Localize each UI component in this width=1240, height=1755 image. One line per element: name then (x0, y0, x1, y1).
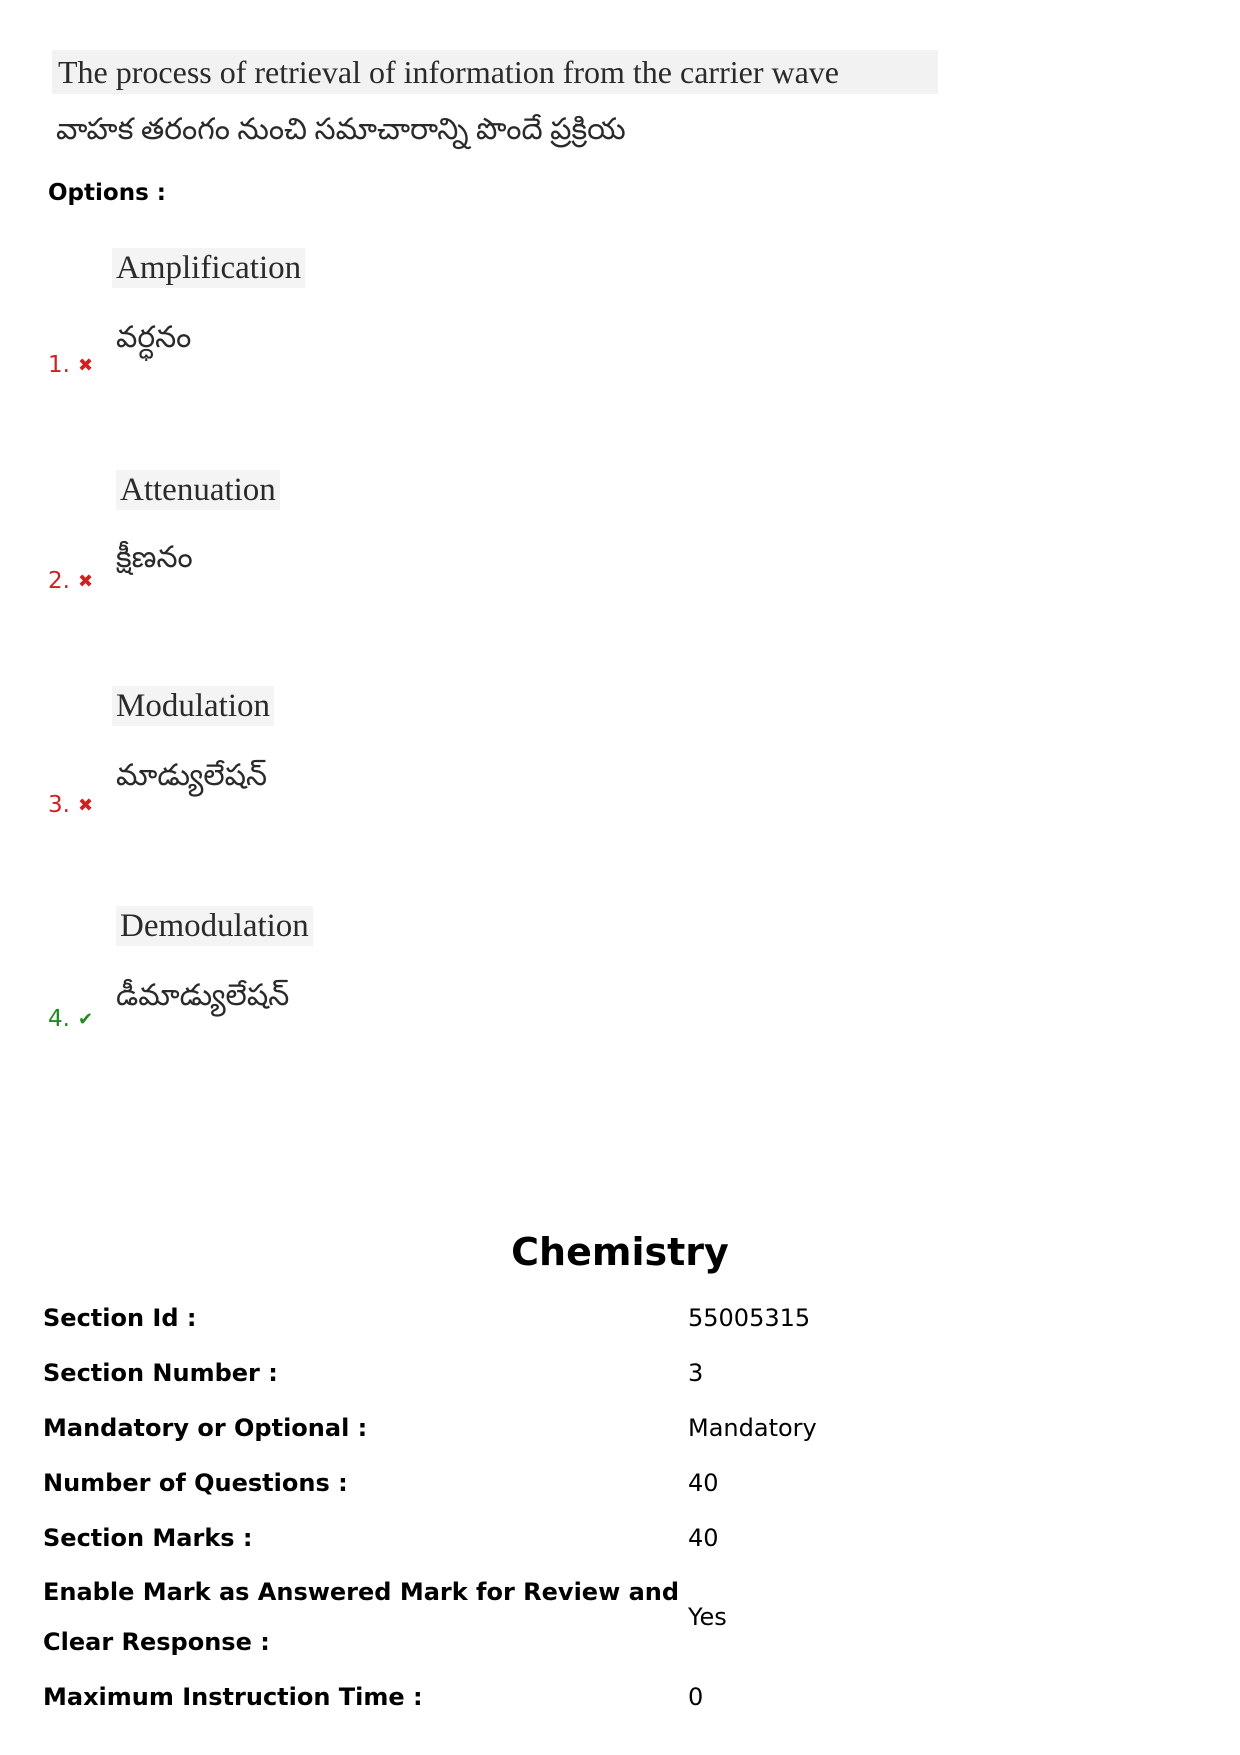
section-marks-value: 40 (688, 1523, 719, 1552)
option-3-marker (48, 792, 93, 818)
option-2-number: 2. (48, 568, 70, 594)
option-3-telugu: మాడ్యులేషన్ (116, 759, 268, 792)
check-icon: ✔ (77, 1008, 94, 1030)
section-id-label: Section Id : (43, 1303, 197, 1332)
section-info-table (43, 1290, 1193, 1724)
section-marks-label: Section Marks : (43, 1523, 253, 1552)
option-4-number: 4. (48, 1006, 70, 1032)
table-row (43, 1345, 1193, 1400)
option-1-marker (48, 352, 93, 378)
table-row (43, 1565, 1193, 1669)
cross-icon: ✖ (77, 794, 94, 816)
table-row (43, 1669, 1193, 1724)
option-3-number: 3. (48, 792, 70, 818)
option-4-english: Demodulation (116, 906, 313, 946)
option-2-english: Attenuation (116, 470, 280, 510)
table-row (43, 1290, 1193, 1345)
options-label: Options : (48, 180, 166, 206)
section-number-label: Section Number : (43, 1358, 278, 1387)
option-1-number: 1. (48, 352, 70, 378)
option-2-marker (48, 568, 93, 594)
option-4-marker (48, 1006, 93, 1032)
section-number-value: 3 (688, 1358, 704, 1387)
section-id-value: 55005315 (688, 1303, 811, 1332)
cross-icon: ✖ (77, 570, 94, 592)
mark-review-label: Enable Mark as Answered Mark for Review and Clear Response : (43, 1578, 680, 1656)
question-text-english: The process of retrieval of information from the carrier wave (52, 50, 938, 94)
option-3-english: Modulation (112, 686, 274, 726)
option-1-english: Amplification (112, 248, 305, 288)
question-count-value: 40 (688, 1468, 719, 1497)
instruction-time-label: Maximum Instruction Time : (43, 1682, 423, 1711)
cross-icon: ✖ (77, 354, 94, 376)
table-row (43, 1400, 1193, 1455)
option-1-telugu: వర్ధనం (116, 321, 192, 354)
mandatory-value: Mandatory (688, 1413, 817, 1442)
section-title: Chemistry (511, 1230, 729, 1274)
question-count-label: Number of Questions : (43, 1468, 348, 1497)
mark-review-value: Yes (688, 1603, 727, 1631)
option-4-telugu: డీమాడ్యులేషన్ (116, 979, 290, 1012)
table-row (43, 1510, 1193, 1565)
option-2-telugu: క్షీణనం (116, 541, 193, 574)
question-text-telugu: వాహక తరంగం నుంచి సమాచారాన్ని పొందే ప్రక్రియ (56, 113, 626, 146)
table-row (43, 1455, 1193, 1510)
mandatory-label: Mandatory or Optional : (43, 1413, 368, 1442)
instruction-time-value: 0 (688, 1682, 704, 1711)
